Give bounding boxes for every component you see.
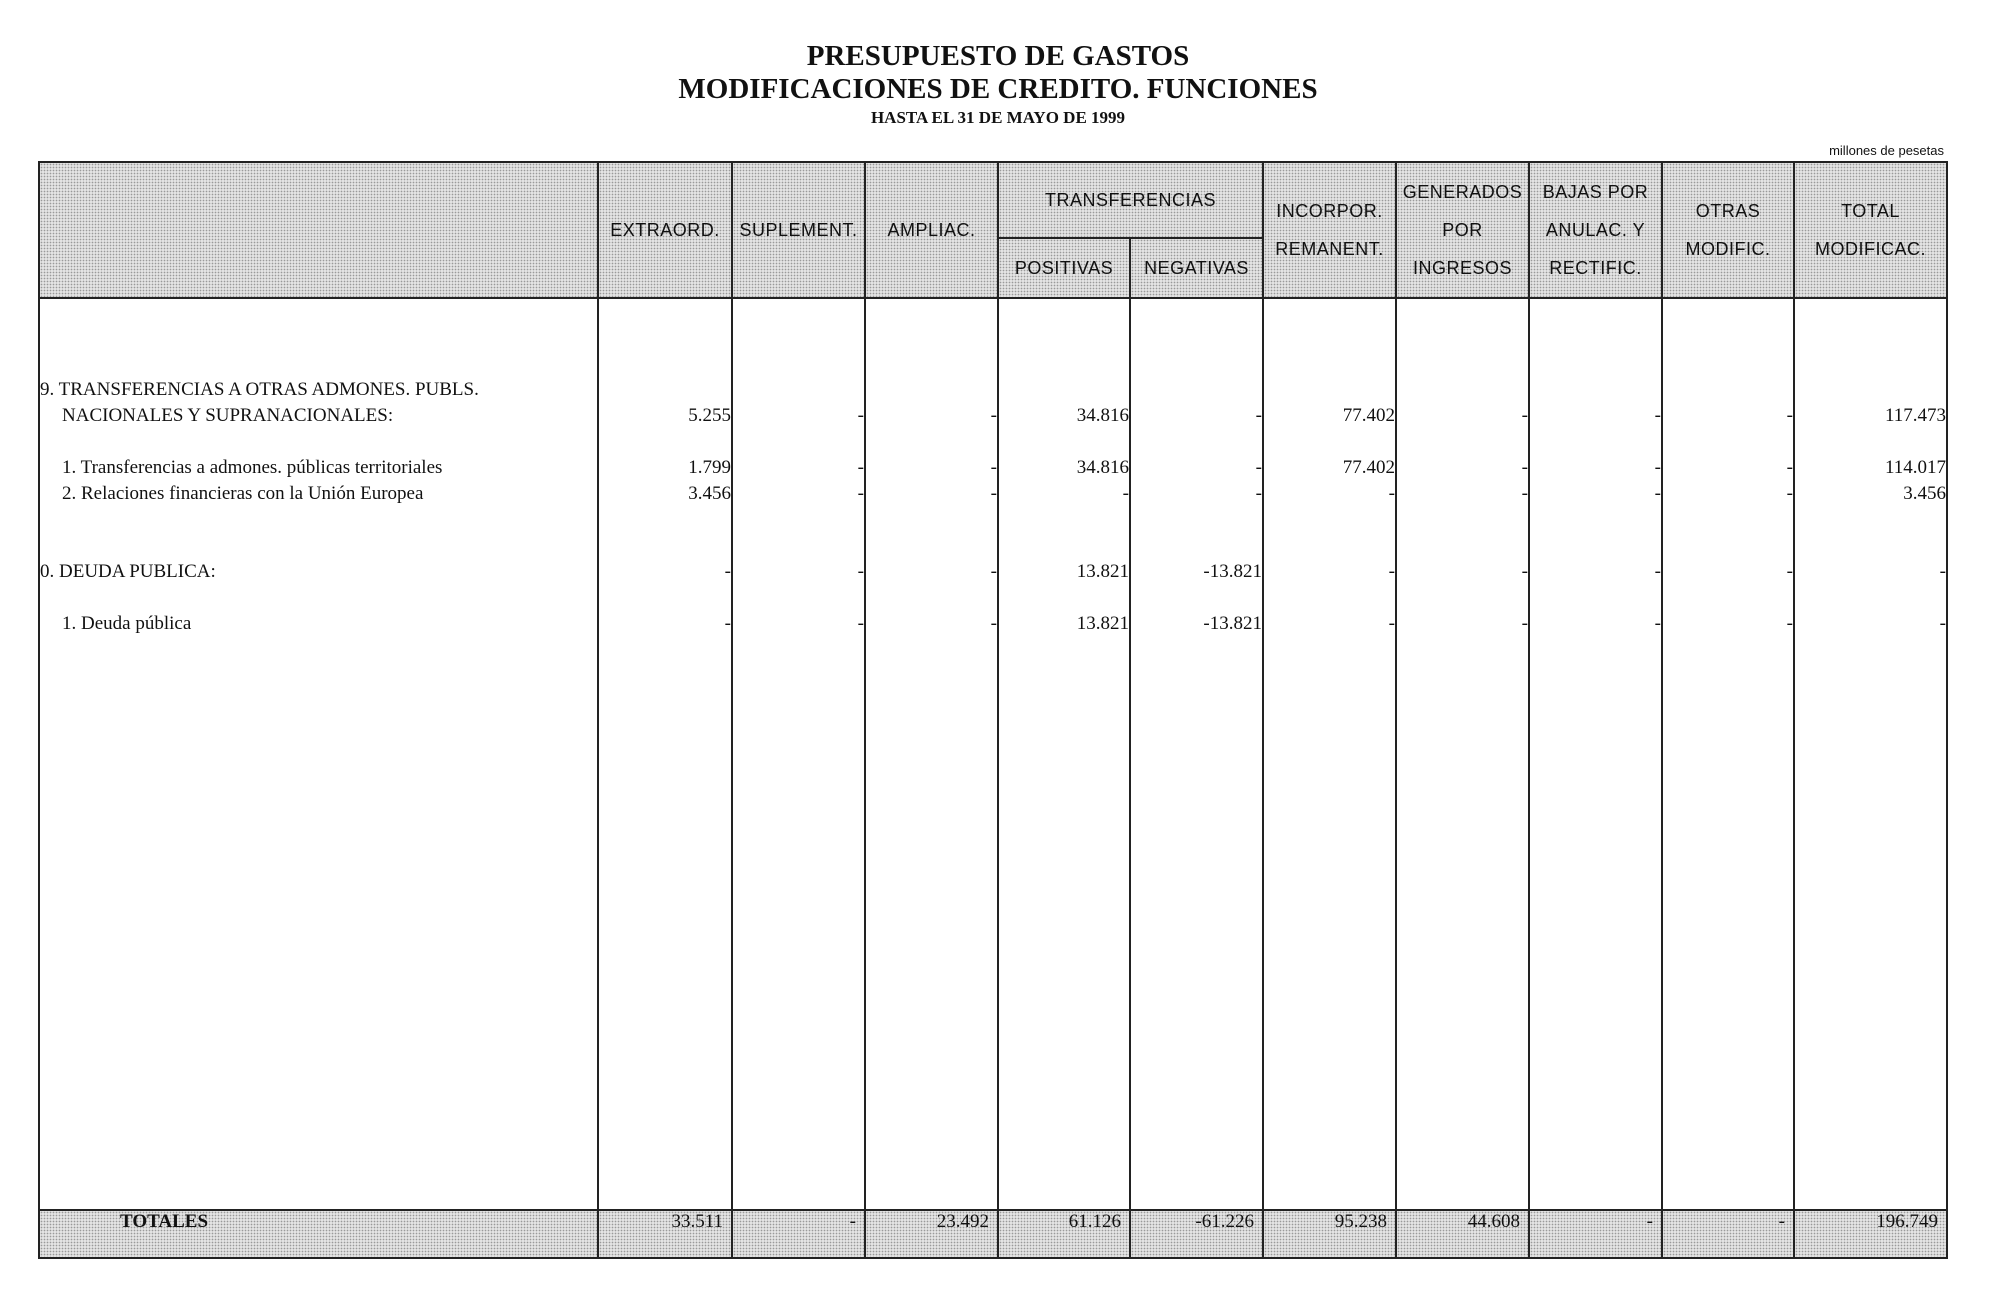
table-cell: - [1786, 405, 1793, 426]
report-subtitle: MODIFICACIONES DE CREDITO. FUNCIONES [678, 73, 1318, 105]
col-generados [1396, 298, 1529, 1210]
table-cell: - [1654, 457, 1661, 478]
totals-cell: 95.238 [1263, 1210, 1396, 1258]
row-label: 1. Deuda pública [62, 613, 192, 634]
table-cell: - [1521, 483, 1528, 504]
col-extraord [598, 298, 732, 1210]
col-header-total-line2: MODIFICAC. [1815, 239, 1926, 259]
table-cell: 3.456 [1903, 483, 1946, 504]
col-header-otras-line2: MODIFIC. [1685, 239, 1771, 259]
col-header-incorpor-line2: REMANENT. [1275, 239, 1384, 259]
table-cell: - [990, 561, 997, 582]
totals-cell: 23.492 [865, 1210, 998, 1258]
totals-cell: - [732, 1210, 865, 1258]
table-cell: -13.821 [1203, 613, 1262, 634]
table-cell: 34.816 [1076, 457, 1129, 478]
table-cell: 117.473 [1884, 405, 1946, 426]
table-cell: 1.799 [688, 457, 731, 478]
col-header-generados-line1: GENERADOS [1402, 182, 1523, 202]
col-header-suplement: SUPLEMENT. [732, 162, 865, 298]
table-cell: - [1939, 561, 1946, 582]
col-header-generados [1396, 162, 1529, 298]
table-cell: 13.821 [1076, 613, 1129, 634]
table-cell: - [857, 613, 864, 634]
col-header-incorpor [1263, 162, 1396, 298]
col-positivas [998, 298, 1130, 1210]
table-body [39, 298, 1947, 1210]
row-label: 0. DEUDA PUBLICA: [40, 561, 216, 582]
table-cell: - [857, 405, 864, 426]
totals-cell: 196.749 [1794, 1210, 1947, 1258]
table-cell: - [857, 457, 864, 478]
totals-cell: 61.126 [998, 1210, 1130, 1258]
col-header-otras-line1: OTRAS [1695, 201, 1761, 221]
table-cell: - [857, 561, 864, 582]
table-cell: 77.402 [1342, 405, 1395, 426]
table-cell: - [1654, 405, 1661, 426]
table-cell: - [990, 405, 997, 426]
description-column [39, 298, 598, 1210]
table-cell: - [857, 483, 864, 504]
col-header-total-line1: TOTAL [1841, 201, 1900, 221]
table-cell: - [1255, 405, 1262, 426]
row-label: 1. Transferencias a admones. públicas territoriales [62, 457, 443, 478]
col-header-bajas-line1: BAJAS POR [1542, 182, 1649, 202]
table-cell: - [1786, 483, 1793, 504]
table-cell: - [1521, 457, 1528, 478]
table-cell: - [1654, 613, 1661, 634]
header-blank-cell [39, 162, 598, 298]
table-cell: - [1122, 483, 1129, 504]
row-label: 9. TRANSFERENCIAS A OTRAS ADMONES. PUBLS. [40, 379, 479, 400]
table-cell: - [724, 561, 731, 582]
table-cell: - [1654, 483, 1661, 504]
table-cell: - [1521, 405, 1528, 426]
col-header-incorpor-line1: INCORPOR. [1276, 201, 1383, 221]
row-label: NACIONALES Y SUPRANACIONALES: [62, 405, 394, 426]
table-cell: 77.402 [1342, 457, 1395, 478]
table-cell: - [1521, 613, 1528, 634]
budget-table [38, 161, 1948, 1259]
col-incorpor [1263, 298, 1396, 1210]
totals-cell: -61.226 [1130, 1210, 1263, 1258]
report-header [0, 40, 1996, 130]
table-cell: - [1521, 561, 1528, 582]
table-cell: - [1255, 457, 1262, 478]
col-negativas [1130, 298, 1263, 1210]
table-cell: - [1786, 561, 1793, 582]
table-cell: - [1786, 457, 1793, 478]
table-cell: - [1939, 613, 1946, 634]
table-cell: 13.821 [1076, 561, 1129, 582]
table-cell: - [990, 457, 997, 478]
col-header-negativas: NEGATIVAS [1130, 238, 1263, 298]
table-cell: - [1255, 483, 1262, 504]
table-cell: 34.816 [1076, 405, 1129, 426]
col-ampliac [865, 298, 998, 1210]
units-note: millones de pesetas [1829, 143, 1944, 158]
col-total [1794, 298, 1947, 1210]
totals-row [39, 1210, 1947, 1258]
report-date: HASTA EL 31 DE MAYO DE 1999 [870, 108, 1126, 127]
col-header-generados-line2: POR [1442, 220, 1483, 240]
totals-cell: 33.511 [598, 1210, 732, 1258]
col-header-otras [1662, 162, 1794, 298]
table-cell: - [990, 483, 997, 504]
col-header-transferencias: TRANSFERENCIAS [998, 162, 1263, 238]
totals-cell: 44.608 [1396, 1210, 1529, 1258]
col-header-total [1794, 162, 1947, 298]
table-cell: - [990, 613, 997, 634]
col-header-extraord: EXTRAORD. [598, 162, 732, 298]
table-cell: -13.821 [1203, 561, 1262, 582]
col-header-bajas-line2: ANULAC. Y [1545, 220, 1646, 240]
row-label: 2. Relaciones financieras con la Unión Europea [62, 483, 424, 504]
col-otras [1662, 298, 1794, 1210]
table-cell: - [724, 613, 731, 634]
table-cell: - [1388, 561, 1395, 582]
table-cell: 3.456 [688, 483, 731, 504]
col-header-ampliac: AMPLIAC. [865, 162, 998, 298]
totals-label: TOTALES [39, 1210, 598, 1258]
col-header-generados-line3: INGRESOS [1412, 258, 1513, 278]
table-cell: 114.017 [1884, 457, 1946, 478]
totals-cell: - [1529, 1210, 1662, 1258]
col-suplement [732, 298, 865, 1210]
col-header-positivas: POSITIVAS [998, 238, 1130, 298]
totals-cell: - [1662, 1210, 1794, 1258]
report-title: PRESUPUESTO DE GASTOS [806, 40, 1190, 72]
table-cell: - [1786, 613, 1793, 634]
table-cell: - [1388, 483, 1395, 504]
col-header-bajas [1529, 162, 1662, 298]
table-cell: - [1388, 613, 1395, 634]
table-cell: - [1654, 561, 1661, 582]
table-cell: 5.255 [688, 405, 731, 426]
col-header-bajas-line3: RECTIFIC. [1549, 258, 1642, 278]
col-bajas [1529, 298, 1662, 1210]
